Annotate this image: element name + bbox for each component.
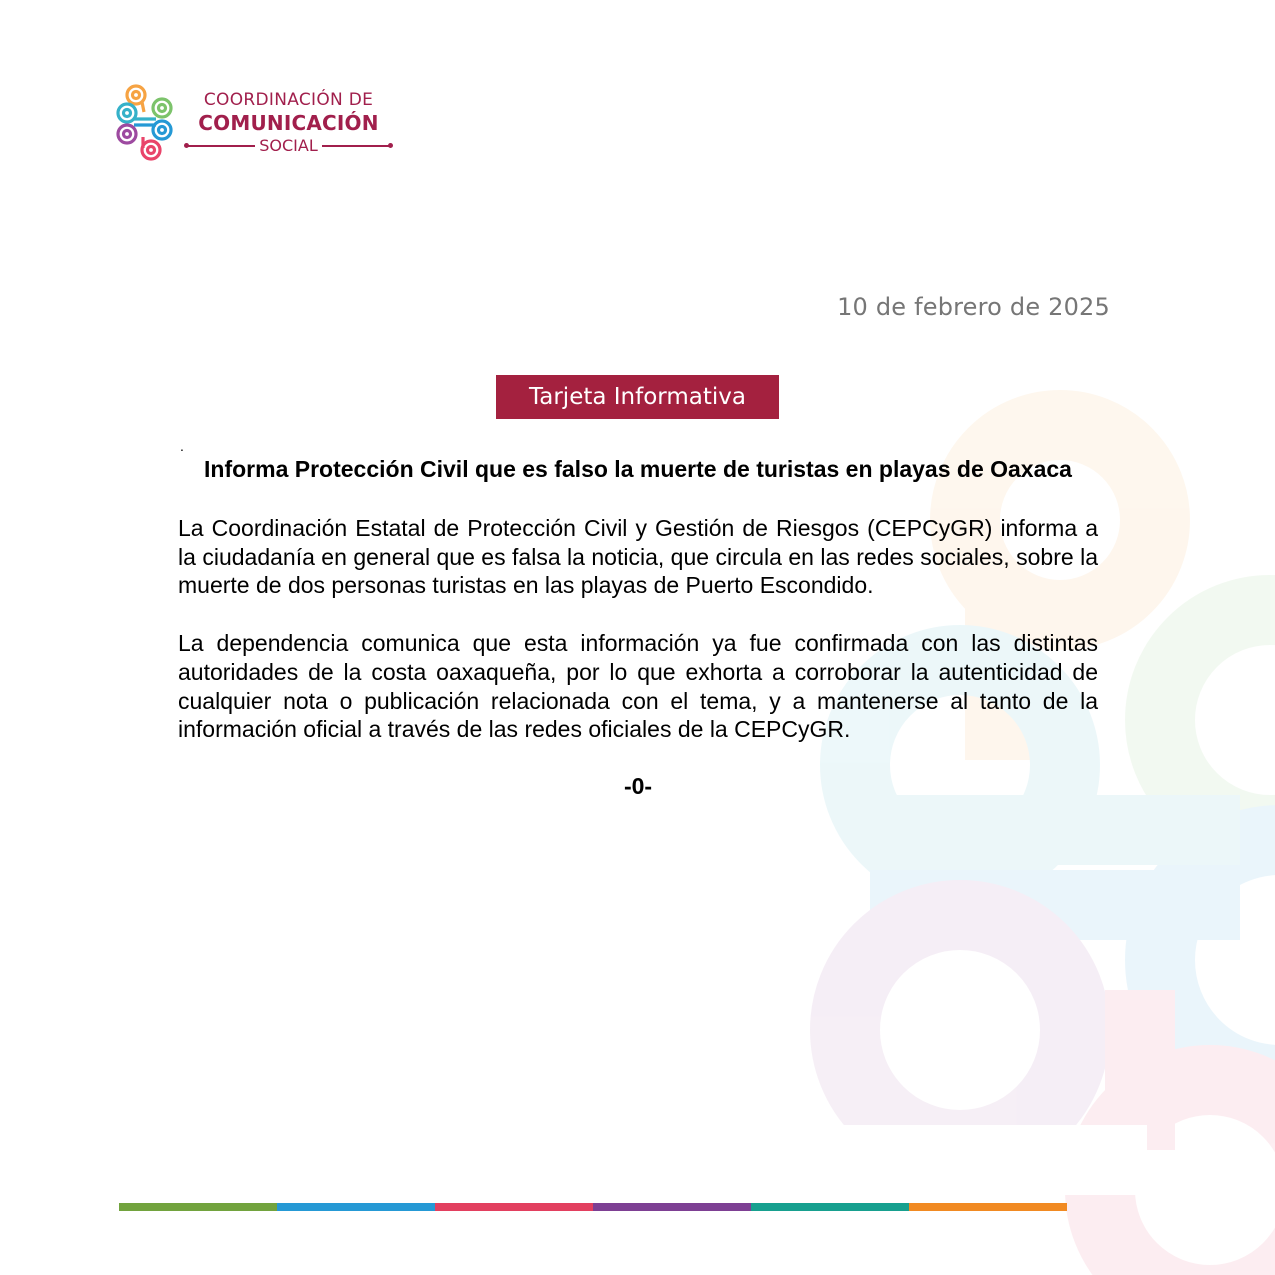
logo-line-3 [186, 136, 391, 156]
logo-rule-right [322, 145, 391, 147]
color-segment-green [119, 1203, 277, 1211]
knot-logo-icon [114, 82, 176, 162]
document-type-badge: Tarjeta Informativa [496, 375, 779, 419]
color-segment-orange [909, 1203, 1067, 1211]
closing-mark: -0- [623, 772, 653, 799]
logo-line-3-text: SOCIAL [259, 136, 318, 155]
paragraph: La Coordinación Estatal de Protección Civil y Gestión de Riesgos (CEPCyGR) informa a la ciudadanía en general que es falsa la noticia, que circula en las redes sociales, sobre la muerte de dos personas turistas en las playas de Puerto Escondido. [178, 515, 1098, 599]
paragraph: La dependencia comunica que esta información ya fue confirmada con las distintas autoridades de la costa oaxaqueña, por lo que exhorta a corroborar la autenticidad de cualquier nota o publicación relacionada con el tema, y a mantenerse al tanto de la información oficial a través de las redes oficiales de la CEPCyGR. [178, 630, 1098, 743]
logo-line-2: COMUNICACIÓN [198, 111, 379, 135]
headline: Informa Protección Civil que es falso la muerte de turistas en playas de Oaxaca [204, 456, 1072, 482]
stray-mark: . [180, 438, 184, 454]
document-body [178, 455, 1098, 800]
logo-rule-left [186, 145, 255, 147]
organization-logo [114, 82, 394, 166]
document-date: 10 de febrero de 2025 [837, 293, 1110, 321]
footer-color-bar [119, 1203, 1067, 1211]
logo-line-1: COORDINACIÓN DE [203, 90, 374, 110]
logo-wordmark [186, 90, 391, 156]
color-segment-blue [277, 1203, 435, 1211]
color-segment-purple [593, 1203, 751, 1211]
color-segment-teal [751, 1203, 909, 1211]
color-segment-pink [435, 1203, 593, 1211]
